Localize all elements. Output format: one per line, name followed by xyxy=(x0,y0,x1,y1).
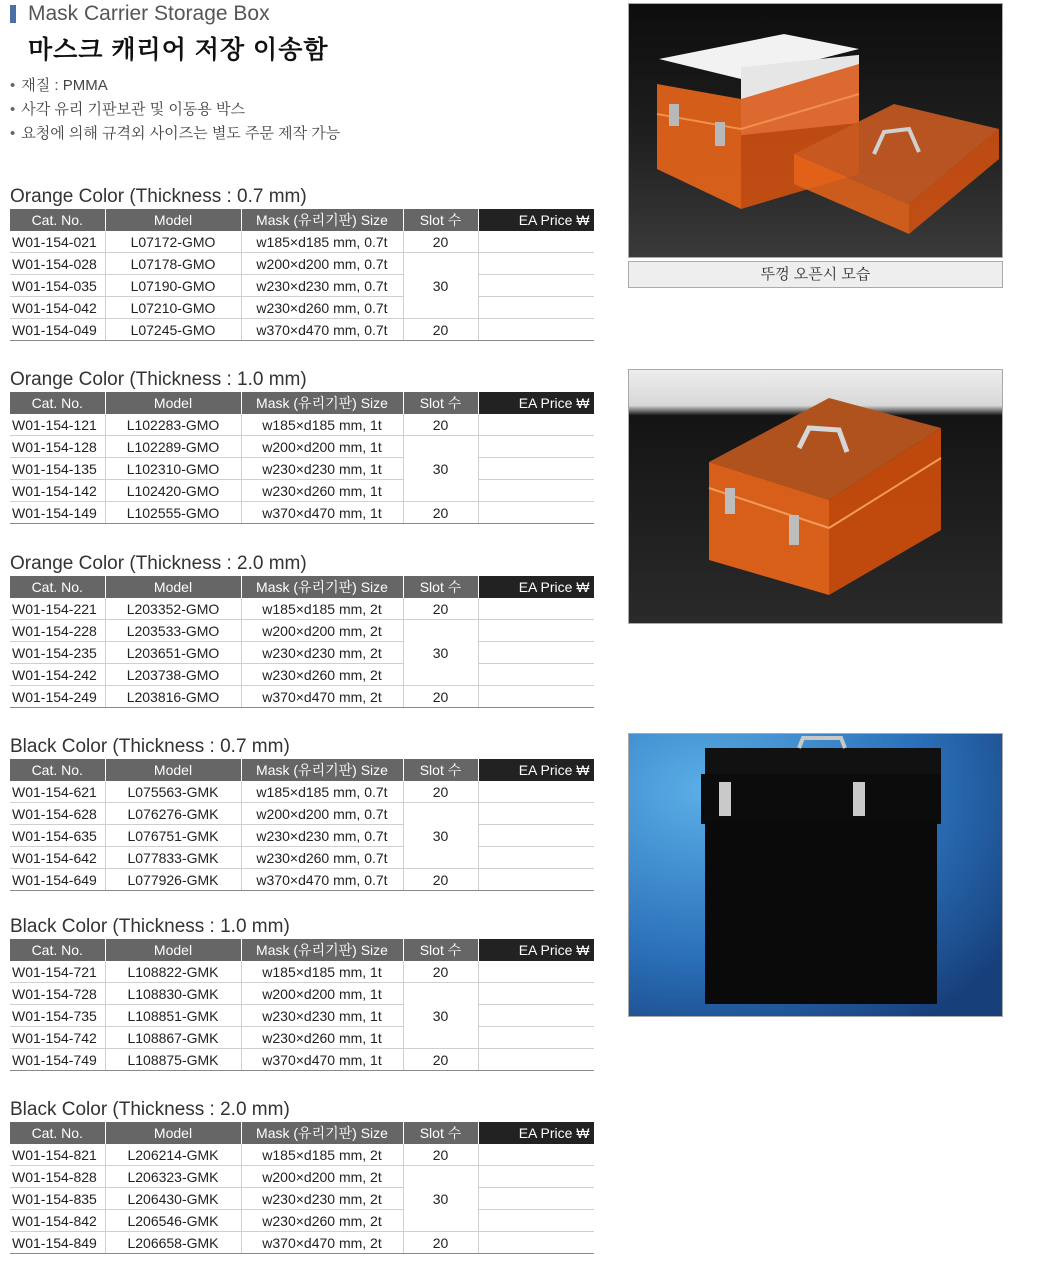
price-cell xyxy=(478,1232,594,1254)
table-row xyxy=(10,436,594,458)
size-cell: w230×d260 mm, 1t xyxy=(241,1027,403,1049)
table-row xyxy=(10,458,594,480)
slot-cell: 30 xyxy=(403,436,478,502)
model-cell: L108822-GMK xyxy=(105,961,241,983)
feature-item: • 사각 유리 기판보관 및 이동용 박스 xyxy=(10,98,340,122)
spec-section xyxy=(10,185,594,341)
size-cell: w185×d185 mm, 1t xyxy=(241,961,403,983)
spec-table xyxy=(10,939,595,1071)
spec-table xyxy=(10,759,595,891)
table-row xyxy=(10,781,594,803)
section-title: Black Color (Thickness : 1.0 mm) xyxy=(10,916,290,937)
model-cell: L102289-GMO xyxy=(105,436,241,458)
table-row xyxy=(10,825,594,847)
col-header-model: Model xyxy=(105,759,241,781)
price-cell xyxy=(478,781,594,803)
price-cell xyxy=(478,1188,594,1210)
price-cell xyxy=(478,275,594,297)
cat-no-cell: W01-154-235 xyxy=(10,642,105,664)
slot-cell: 20 xyxy=(403,961,478,983)
col-header-size: Mask (유리기판) Size xyxy=(241,209,403,231)
size-cell: w230×d260 mm, 2t xyxy=(241,1210,403,1232)
table-row xyxy=(10,1166,594,1188)
table-row xyxy=(10,983,594,1005)
cat-no-cell: W01-154-728 xyxy=(10,983,105,1005)
price-cell xyxy=(478,664,594,686)
col-header-price: EA Price ₩ xyxy=(478,759,594,781)
size-cell: w185×d185 mm, 2t xyxy=(241,598,403,620)
table-header-row xyxy=(10,1122,594,1144)
model-cell: L102283-GMO xyxy=(105,414,241,436)
table-row xyxy=(10,319,594,341)
table-row xyxy=(10,1210,594,1232)
model-cell: L206658-GMK xyxy=(105,1232,241,1254)
price-cell xyxy=(478,686,594,708)
model-cell: L108830-GMK xyxy=(105,983,241,1005)
table-row xyxy=(10,480,594,502)
model-cell: L203533-GMO xyxy=(105,620,241,642)
model-cell: L203816-GMO xyxy=(105,686,241,708)
photo-orange-open xyxy=(628,3,1003,258)
col-header-size: Mask (유리기판) Size xyxy=(241,759,403,781)
slot-cell: 20 xyxy=(403,1049,478,1071)
model-cell: L07190-GMO xyxy=(105,275,241,297)
size-cell: w370×d470 mm, 2t xyxy=(241,686,403,708)
size-cell: w185×d185 mm, 1t xyxy=(241,414,403,436)
price-cell xyxy=(478,825,594,847)
slot-cell: 20 xyxy=(403,319,478,341)
size-cell: w185×d185 mm, 0.7t xyxy=(241,781,403,803)
slot-cell: 20 xyxy=(403,502,478,524)
spec-section xyxy=(10,735,594,891)
cat-no-cell: W01-154-042 xyxy=(10,297,105,319)
cat-no-cell: W01-154-635 xyxy=(10,825,105,847)
model-cell: L203738-GMO xyxy=(105,664,241,686)
slot-cell: 20 xyxy=(403,414,478,436)
photo-orange-closed xyxy=(628,369,1003,624)
table-row xyxy=(10,1005,594,1027)
slot-cell: 20 xyxy=(403,869,478,891)
model-cell: L206323-GMK xyxy=(105,1166,241,1188)
col-header-price: EA Price ₩ xyxy=(478,939,594,961)
slot-cell: 20 xyxy=(403,781,478,803)
price-cell xyxy=(478,983,594,1005)
table-header-row xyxy=(10,759,594,781)
section-title: Black Color (Thickness : 2.0 mm) xyxy=(10,1099,290,1120)
table-row xyxy=(10,664,594,686)
size-cell: w230×d260 mm, 1t xyxy=(241,480,403,502)
cat-no-cell: W01-154-735 xyxy=(10,1005,105,1027)
section-title: Orange Color (Thickness : 2.0 mm) xyxy=(10,553,307,574)
slot-cell: 30 xyxy=(403,1166,478,1232)
cat-no-cell: W01-154-842 xyxy=(10,1210,105,1232)
section-title: Orange Color (Thickness : 1.0 mm) xyxy=(10,369,307,390)
slot-cell: 20 xyxy=(403,598,478,620)
col-header-price: EA Price ₩ xyxy=(478,576,594,598)
model-cell: L102555-GMO xyxy=(105,502,241,524)
feature-list xyxy=(10,74,340,146)
cat-no-cell: W01-154-821 xyxy=(10,1144,105,1166)
table-row xyxy=(10,847,594,869)
spec-table xyxy=(10,1122,595,1254)
table-row xyxy=(10,1188,594,1210)
cat-no-cell: W01-154-128 xyxy=(10,436,105,458)
size-cell: w185×d185 mm, 2t xyxy=(241,1144,403,1166)
size-cell: w230×d260 mm, 2t xyxy=(241,664,403,686)
col-header-slot: Slot 수 xyxy=(403,392,478,414)
col-header-cat: Cat. No. xyxy=(10,392,105,414)
section-title: Orange Color (Thickness : 0.7 mm) xyxy=(10,186,307,207)
price-cell xyxy=(478,231,594,253)
model-cell: L07178-GMO xyxy=(105,253,241,275)
price-cell xyxy=(478,642,594,664)
price-cell xyxy=(478,1210,594,1232)
cat-no-cell: W01-154-249 xyxy=(10,686,105,708)
model-cell: L076276-GMK xyxy=(105,803,241,825)
spec-section xyxy=(10,915,594,1071)
price-cell xyxy=(478,297,594,319)
spec-table xyxy=(10,209,595,341)
cat-no-cell: W01-154-021 xyxy=(10,231,105,253)
cat-no-cell: W01-154-642 xyxy=(10,847,105,869)
cat-no-cell: W01-154-049 xyxy=(10,319,105,341)
cat-no-cell: W01-154-849 xyxy=(10,1232,105,1254)
col-header-slot: Slot 수 xyxy=(403,576,478,598)
feature-item: • 재질 : PMMA xyxy=(10,74,340,98)
price-cell xyxy=(478,502,594,524)
price-cell xyxy=(478,414,594,436)
cat-no-cell: W01-154-749 xyxy=(10,1049,105,1071)
cat-no-cell: W01-154-742 xyxy=(10,1027,105,1049)
table-row xyxy=(10,253,594,275)
table-row xyxy=(10,686,594,708)
size-cell: w230×d230 mm, 1t xyxy=(241,458,403,480)
size-cell: w230×d230 mm, 2t xyxy=(241,642,403,664)
photo-caption: 뚜껑 오픈시 모습 xyxy=(628,261,1003,288)
size-cell: w370×d470 mm, 2t xyxy=(241,1232,403,1254)
size-cell: w230×d260 mm, 0.7t xyxy=(241,297,403,319)
cat-no-cell: W01-154-135 xyxy=(10,458,105,480)
spec-table xyxy=(10,392,595,524)
cat-no-cell: W01-154-149 xyxy=(10,502,105,524)
col-header-cat: Cat. No. xyxy=(10,576,105,598)
slot-cell: 20 xyxy=(403,1232,478,1254)
col-header-cat: Cat. No. xyxy=(10,939,105,961)
model-cell: L203651-GMO xyxy=(105,642,241,664)
cat-no-cell: W01-154-121 xyxy=(10,414,105,436)
price-cell xyxy=(478,319,594,341)
col-header-size: Mask (유리기판) Size xyxy=(241,1122,403,1144)
model-cell: L07245-GMO xyxy=(105,319,241,341)
slot-cell: 20 xyxy=(403,686,478,708)
model-cell: L108851-GMK xyxy=(105,1005,241,1027)
table-row xyxy=(10,1144,594,1166)
size-cell: w370×d470 mm, 0.7t xyxy=(241,869,403,891)
cat-no-cell: W01-154-828 xyxy=(10,1166,105,1188)
table-row xyxy=(10,1027,594,1049)
table-header-row xyxy=(10,576,594,598)
col-header-price: EA Price ₩ xyxy=(478,209,594,231)
cat-no-cell: W01-154-028 xyxy=(10,253,105,275)
page-title-ko: 마스크 캐리어 저장 이송함 xyxy=(28,36,329,64)
col-header-slot: Slot 수 xyxy=(403,209,478,231)
table-row xyxy=(10,869,594,891)
table-row xyxy=(10,642,594,664)
spec-section xyxy=(10,1098,594,1254)
col-header-model: Model xyxy=(105,392,241,414)
size-cell: w185×d185 mm, 0.7t xyxy=(241,231,403,253)
cat-no-cell: W01-154-221 xyxy=(10,598,105,620)
size-cell: w200×d200 mm, 1t xyxy=(241,436,403,458)
price-cell xyxy=(478,961,594,983)
price-cell xyxy=(478,1144,594,1166)
size-cell: w230×d230 mm, 2t xyxy=(241,1188,403,1210)
col-header-cat: Cat. No. xyxy=(10,1122,105,1144)
table-row xyxy=(10,297,594,319)
model-cell: L206214-GMK xyxy=(105,1144,241,1166)
size-cell: w370×d470 mm, 0.7t xyxy=(241,319,403,341)
cat-no-cell: W01-154-242 xyxy=(10,664,105,686)
photo-black-box xyxy=(628,733,1003,1017)
col-header-size: Mask (유리기판) Size xyxy=(241,392,403,414)
col-header-size: Mask (유리기판) Size xyxy=(241,576,403,598)
model-cell: L076751-GMK xyxy=(105,825,241,847)
spec-table xyxy=(10,576,595,708)
model-cell: L206430-GMK xyxy=(105,1188,241,1210)
size-cell: w200×d200 mm, 1t xyxy=(241,983,403,1005)
price-cell xyxy=(478,458,594,480)
model-cell: L108875-GMK xyxy=(105,1049,241,1071)
size-cell: w230×d230 mm, 0.7t xyxy=(241,275,403,297)
model-cell: L077833-GMK xyxy=(105,847,241,869)
cat-no-cell: W01-154-035 xyxy=(10,275,105,297)
price-cell xyxy=(478,620,594,642)
col-header-price: EA Price ₩ xyxy=(478,1122,594,1144)
model-cell: L075563-GMK xyxy=(105,781,241,803)
size-cell: w200×d200 mm, 0.7t xyxy=(241,803,403,825)
title-accent-bar xyxy=(10,5,16,23)
model-cell: L203352-GMO xyxy=(105,598,241,620)
cat-no-cell: W01-154-835 xyxy=(10,1188,105,1210)
col-header-slot: Slot 수 xyxy=(403,1122,478,1144)
size-cell: w230×d230 mm, 0.7t xyxy=(241,825,403,847)
table-header-row xyxy=(10,939,594,961)
table-row xyxy=(10,620,594,642)
col-header-model: Model xyxy=(105,209,241,231)
price-cell xyxy=(478,869,594,891)
slot-cell: 20 xyxy=(403,231,478,253)
spec-section xyxy=(10,552,594,708)
table-row xyxy=(10,414,594,436)
size-cell: w370×d470 mm, 1t xyxy=(241,502,403,524)
page-title-en: Mask Carrier Storage Box xyxy=(28,2,270,25)
model-cell: L108867-GMK xyxy=(105,1027,241,1049)
col-header-cat: Cat. No. xyxy=(10,209,105,231)
cat-no-cell: W01-154-142 xyxy=(10,480,105,502)
price-cell xyxy=(478,1027,594,1049)
col-header-slot: Slot 수 xyxy=(403,939,478,961)
slot-cell: 30 xyxy=(403,983,478,1049)
size-cell: w200×d200 mm, 2t xyxy=(241,620,403,642)
col-header-size: Mask (유리기판) Size xyxy=(241,939,403,961)
col-header-model: Model xyxy=(105,1122,241,1144)
price-cell xyxy=(478,1005,594,1027)
table-header-row xyxy=(10,209,594,231)
price-cell xyxy=(478,1166,594,1188)
cat-no-cell: W01-154-721 xyxy=(10,961,105,983)
model-cell: L07172-GMO xyxy=(105,231,241,253)
table-row xyxy=(10,1049,594,1071)
price-cell xyxy=(478,803,594,825)
cat-no-cell: W01-154-228 xyxy=(10,620,105,642)
table-row xyxy=(10,275,594,297)
size-cell: w230×d230 mm, 1t xyxy=(241,1005,403,1027)
col-header-model: Model xyxy=(105,939,241,961)
size-cell: w370×d470 mm, 1t xyxy=(241,1049,403,1071)
table-row xyxy=(10,231,594,253)
price-cell xyxy=(478,598,594,620)
model-cell: L102420-GMO xyxy=(105,480,241,502)
price-cell xyxy=(478,847,594,869)
col-header-model: Model xyxy=(105,576,241,598)
slot-cell: 30 xyxy=(403,253,478,319)
size-cell: w230×d260 mm, 0.7t xyxy=(241,847,403,869)
table-row xyxy=(10,502,594,524)
model-cell: L07210-GMO xyxy=(105,297,241,319)
cat-no-cell: W01-154-649 xyxy=(10,869,105,891)
model-cell: L102310-GMO xyxy=(105,458,241,480)
cat-no-cell: W01-154-621 xyxy=(10,781,105,803)
slot-cell: 20 xyxy=(403,1144,478,1166)
col-header-slot: Slot 수 xyxy=(403,759,478,781)
size-cell: w200×d200 mm, 2t xyxy=(241,1166,403,1188)
table-header-row xyxy=(10,392,594,414)
feature-item: • 요청에 의해 규격외 사이즈는 별도 주문 제작 가능 xyxy=(10,122,340,146)
price-cell xyxy=(478,253,594,275)
price-cell xyxy=(478,1049,594,1071)
price-cell xyxy=(478,480,594,502)
section-title: Black Color (Thickness : 0.7 mm) xyxy=(10,736,290,757)
model-cell: L206546-GMK xyxy=(105,1210,241,1232)
model-cell: L077926-GMK xyxy=(105,869,241,891)
col-header-cat: Cat. No. xyxy=(10,759,105,781)
price-cell xyxy=(478,436,594,458)
size-cell: w200×d200 mm, 0.7t xyxy=(241,253,403,275)
col-header-price: EA Price ₩ xyxy=(478,392,594,414)
table-row xyxy=(10,961,594,983)
table-row xyxy=(10,803,594,825)
table-row xyxy=(10,1232,594,1254)
spec-section xyxy=(10,368,594,524)
slot-cell: 30 xyxy=(403,620,478,686)
slot-cell: 30 xyxy=(403,803,478,869)
table-row xyxy=(10,598,594,620)
cat-no-cell: W01-154-628 xyxy=(10,803,105,825)
